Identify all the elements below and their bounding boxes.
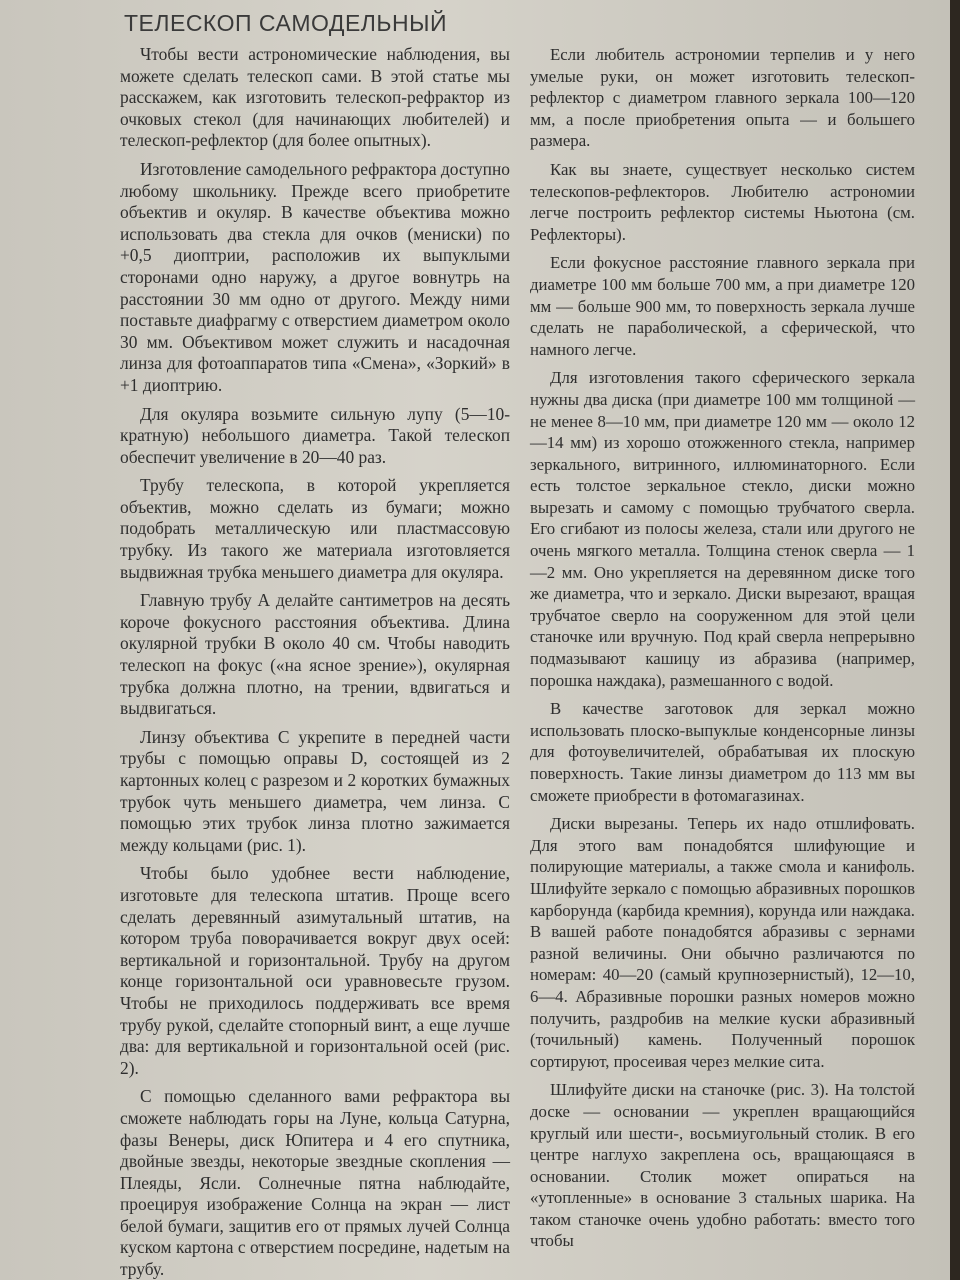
paragraph: Изготовление самодельного рефрактора доступно любому школьнику. Прежде всего приобретите объектив и окуляр. В качестве объектива можно использовать два стекла для очков (мениски) по +0,5 диоптрии, расположив их выпуклыми сторонами одно наружу, а другое вовнутрь на расстоянии 30 мм одно от другого. Между ними поставьте диафрагму с отверстием диаметром около 30 мм. Объективом может служить и насадочная линза для фотоаппаратов типа «Смена», «Зоркий» в +1 диоптрию. bbox=[120, 158, 510, 395]
paragraph: Как вы знаете, существует несколько систем телескопов-рефлекторов. Любителю астрономии легче построить рефлектор системы Ньютона (см. Рефлекторы). bbox=[530, 159, 915, 244]
left-column bbox=[120, 44, 510, 1280]
paragraph: Диски вырезаны. Теперь их надо отшлифовать. Для этого вам понадобятся шлифующие и полирующие материалы, а также смола и канифоль. Шлифуйте зеркало с помощью абразивных порошков карборунда (карбида кремния), корунда или наждака. В вашей работе понадобятся абразивы с зернами разной величины. Они обычно различаются по номерам: 40—20 (самый крупнозернистый), 12—10, 6—4. Абразивные порошки разных номеров можно получить, раздробив на мелкие куски абразивный (точильный) камень. Полученный порошок сортируют, просеивая через мелкие сита. bbox=[530, 814, 915, 1071]
paragraph: Для окуляра возьмите сильную лупу (5—10-кратную) небольшого диаметра. Такой телескоп обеспечит увеличение в 20—40 раз. bbox=[120, 403, 510, 467]
paragraph: Чтобы вести астрономические наблюдения, вы можете сделать телескоп сами. В этой статье мы расскажем, как изготовить телескоп-рефрактор из очковых стекол (для начинающих любителей) и телескоп-рефлектор (для более опытных). bbox=[120, 44, 510, 151]
paragraph: С помощью сделанного вами рефрактора вы сможете наблюдать горы на Луне, кольца Сатурна, фазы Венеры, диск Юпитера и 4 его спутника, двойные звезды, некоторые звездные скопления — Плеяды, Ясли. Солнечные пятна наблюдайте, проецируя изображение Солнца на экран — лист белой бумаги, защитив его от прямых лучей Солнца куском картона с отверстием посредине, надетым на трубу. bbox=[120, 1086, 510, 1280]
paragraph: Если фокусное расстояние главного зеркала при диаметре 100 мм больше 700 мм, а при диаметре 120 мм — больше 900 мм, то поверхность зеркала лучше сделать не параболической, а сферической, что намного легче. bbox=[530, 253, 915, 359]
article-title: ТЕЛЕСКОП САМОДЕЛЬНЫЙ bbox=[124, 10, 447, 36]
paragraph: Линзу объектива С укрепите в передней части трубы с помощью оправы D, состоящей из 2 картонных колец с разрезом и 2 коротких бумажных трубок чуть меньшего диаметра, чем линза. С помощью этих трубок линза плотно зажимается между кольцами (рис. 1). bbox=[120, 726, 510, 855]
paragraph: Для изготовления такого сферического зеркала нужны два диска (при диаметре 100 мм толщиной — не менее 8—10 мм, при диаметре 120 мм — около 12—14 мм) из хорошо отожженного стекла, например зеркального, витринного, иллюминаторного. Если есть толстое зеркальное стекло, диски можно вырезать и самому с помощью трубчатого сверла. Его сгибают из полосы железа, стали или другого не очень мягкого металла. Толщина стенок сверла — 1—2 мм. Оно укрепляется на деревянном диске того же диаметра, что и зеркало. Диски вырезают, вращая трубчатое сверло на сооруженном для этой цели станочке или вручную. Под край сверла непрерывно подмазывают кашицу из абразива (например, порошка наждака), размешанного с водой. bbox=[530, 368, 915, 690]
paragraph: Главную трубу А делайте сантиметров на десять короче фокусного расстояния объектива. Длина окулярной трубки В около 40 см. Чтобы наводить телескоп на фокус («на ясное зрение»), окулярная трубка должна плотно, на трении, вдвигаться и выдвигаться. bbox=[120, 590, 510, 719]
paragraph: Шлифуйте диски на станочке (рис. 3). На толстой доске — основании — укреплен вращающийся круглый или шести-, восьмиугольный столик. В его центре наглухо закреплена ось, вращающаяся в основании. Столик может опираться на «утопленные» в основание 3 стальных шарика. На таком станочке очень удобно работать: вместо того чтобы bbox=[530, 1080, 915, 1251]
right-column bbox=[530, 44, 915, 1252]
paragraph: Чтобы было удобнее вести наблюдение, изготовьте для телескопа штатив. Проще всего сделать деревянный азимутальный штатив, на котором труба поворачивается вокруг двух осей: вертикальной и горизонтальной. Трубу на другом конце горизонтальной оси уравновесьте грузом. Чтобы не приходилось поддерживать все время трубу рукой, сделайте стопорный винт, а еще лучше два: для вертикальной и горизонтальной осей (рис. 2). bbox=[120, 863, 510, 1078]
paragraph: Если любитель астрономии терпелив и у него умелые руки, он может изготовить телескоп-рефлектор с диаметром главного зеркала 100—120 мм, а после приобретения опыта — и большего размера. bbox=[530, 45, 915, 151]
paragraph: В качестве заготовок для зеркал можно использовать плоско-выпуклые конденсорные линзы для фотоувеличителей, обрабатывая их плоскую поверхность. Такие линзы диаметром до 113 мм вы сможете приобрести в фотомагазинах. bbox=[530, 699, 915, 805]
paragraph: Трубу телескопа, в которой укрепляется объектив, можно сделать из бумаги; можно подобрать металлическую или пластмассовую трубку. Из такого же материала изготовляется выдвижная трубка меньшего диаметра для окуляра. bbox=[120, 475, 510, 582]
book-edge bbox=[950, 0, 960, 1280]
